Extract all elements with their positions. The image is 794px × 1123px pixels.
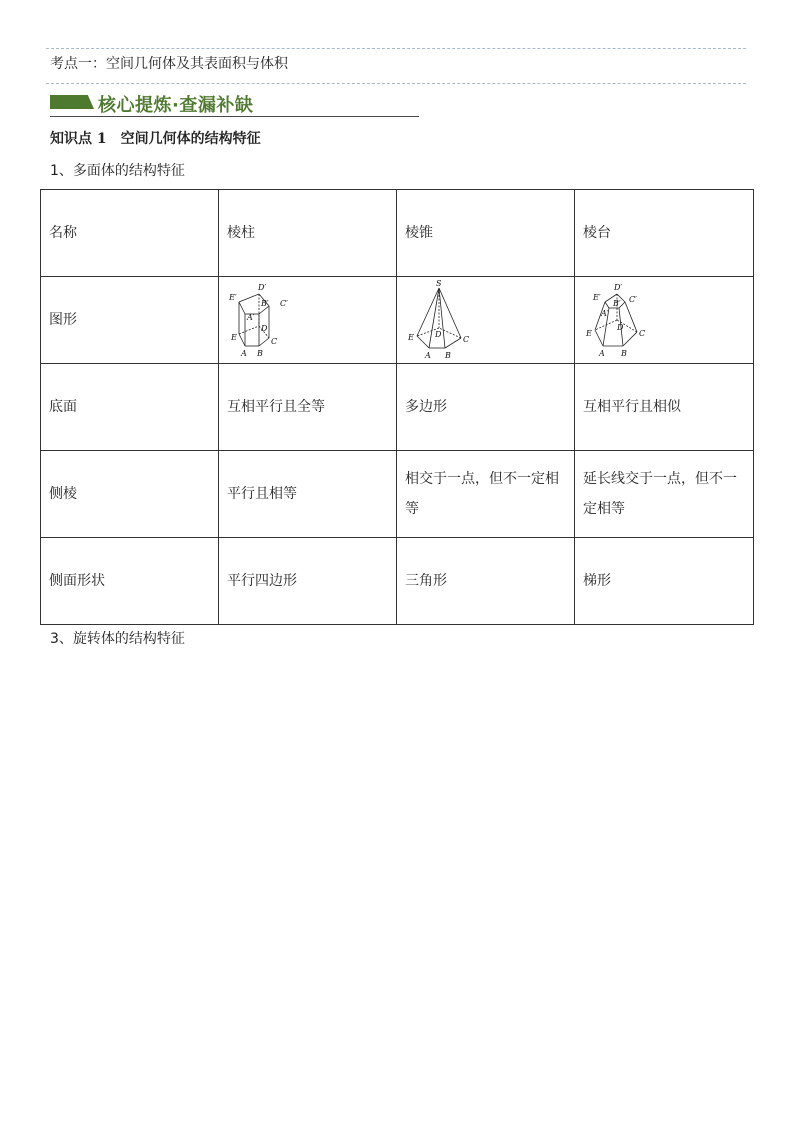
banner-title: 核心提炼·查漏补缺: [98, 95, 254, 116]
table-cell: 梯形: [575, 538, 754, 625]
prism-label-c1: C′: [280, 299, 288, 308]
frustum-label-e: E: [586, 329, 592, 338]
pyramid-figure: [405, 280, 495, 360]
frustum-label-d: D: [617, 323, 624, 332]
prism-label-e: E: [231, 333, 237, 342]
prism-label-b1: B′: [261, 299, 269, 308]
pyramid-label-d: D: [435, 330, 442, 339]
table-cell: 名称: [41, 190, 219, 277]
frustum-figure: [583, 280, 673, 360]
section-3-title: 3、旋转体的结构特征: [50, 631, 185, 647]
prism-label-d: D: [261, 324, 268, 333]
table-row: [41, 538, 754, 625]
table-row: [41, 190, 754, 277]
table-cell: 侧面形状: [41, 538, 219, 625]
pyramid-label-e: E: [408, 333, 414, 342]
section-1-title: 1、多面体的结构特征: [50, 163, 185, 179]
frustum-label-d1: D′: [614, 283, 623, 292]
frustum-label-a1: A′: [601, 309, 609, 318]
prism-label-a: A: [241, 349, 247, 358]
top-dashed-rule: [46, 48, 746, 49]
prism-figure: [227, 280, 317, 360]
table-cell-figure: [219, 277, 397, 364]
table-cell: 多边形: [397, 364, 575, 451]
table-cell: 底面: [41, 364, 219, 451]
prism-label-e1: E′: [229, 293, 237, 302]
lower-dashed-rule: [46, 83, 746, 84]
table-row: [41, 277, 754, 364]
frustum-label-b: B: [621, 349, 627, 358]
prism-label-d1: D′: [258, 283, 267, 292]
pyramid-label-a: A: [425, 351, 431, 360]
prism-label-a1: A′: [247, 313, 255, 322]
frustum-label-c: C: [639, 329, 646, 338]
table-cell: 延长线交于一点，但不一定相等: [575, 451, 754, 538]
pyramid-label-c: C: [463, 335, 470, 344]
table-cell: 平行且相等: [219, 451, 397, 538]
table-cell: 平行四边形: [219, 538, 397, 625]
knowledge-point-title: 知识点 1 空间几何体的结构特征: [50, 131, 261, 147]
table-cell: 棱台: [575, 190, 754, 277]
prism-label-b: B: [257, 349, 263, 358]
prism-label-c: C: [271, 337, 278, 346]
polyhedron-table: [40, 189, 754, 625]
topic-heading: 考点一：空间几何体及其表面积与体积: [50, 56, 288, 72]
frustum-label-a: A: [599, 349, 605, 358]
pyramid-label-s: S: [436, 280, 442, 288]
table-cell: 互相平行且全等: [219, 364, 397, 451]
frustum-label-c1: C′: [629, 295, 637, 304]
table-cell: 棱柱: [219, 190, 397, 277]
banner-bar-icon: [50, 95, 94, 109]
table-row: [41, 364, 754, 451]
frustum-label-b1: B′: [613, 299, 621, 308]
table-cell-figure: [575, 277, 754, 364]
table-cell: 互相平行且相似: [575, 364, 754, 451]
table-cell: 棱锥: [397, 190, 575, 277]
table-row: [41, 451, 754, 538]
table-cell-figure: [397, 277, 575, 364]
section-banner: [50, 90, 419, 117]
table-cell: 三角形: [397, 538, 575, 625]
table-cell: 相交于一点，但不一定相等: [397, 451, 575, 538]
table-cell: 图形: [41, 277, 219, 364]
frustum-label-e1: E′: [593, 293, 601, 302]
pyramid-label-b: B: [445, 351, 451, 360]
table-cell: 侧棱: [41, 451, 219, 538]
